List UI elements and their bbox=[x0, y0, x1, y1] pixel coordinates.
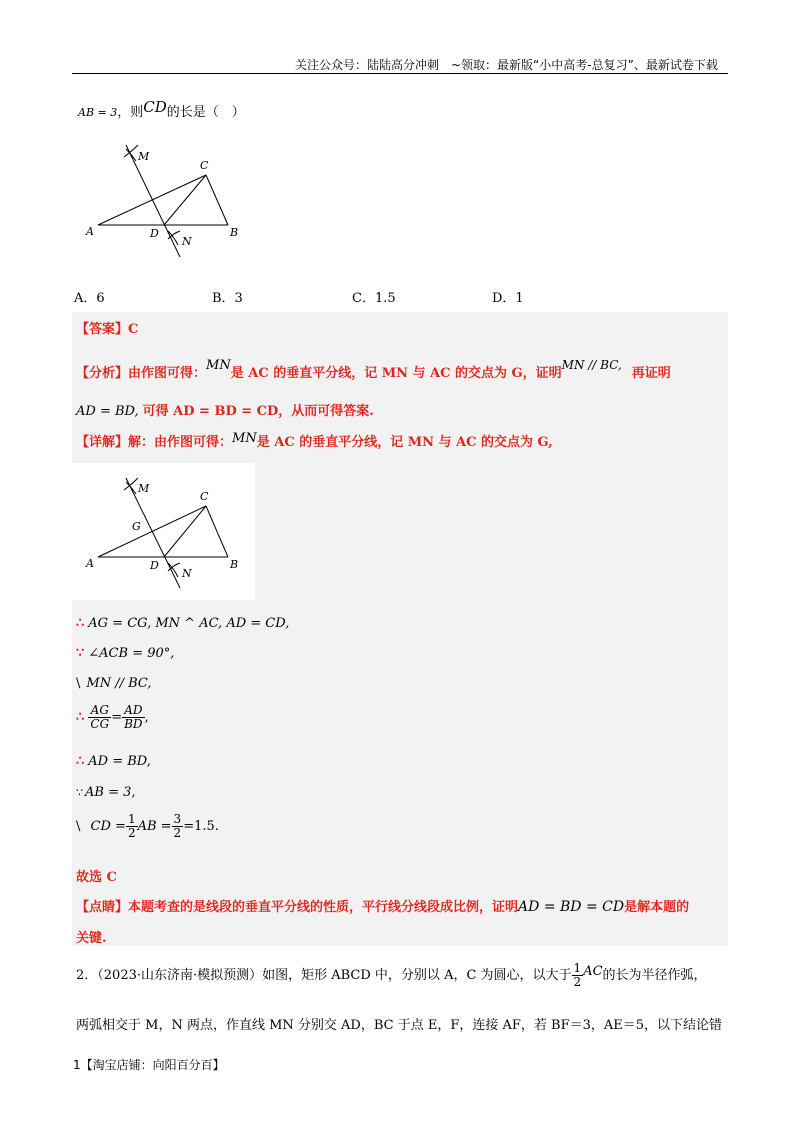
label-n: N bbox=[182, 235, 192, 248]
step-4-equals: = bbox=[111, 710, 123, 725]
step-6-math: AB = 3, bbox=[85, 785, 136, 800]
fraction-one-half bbox=[126, 813, 138, 840]
label-d-2: D bbox=[150, 559, 159, 572]
option-d: D．1 bbox=[492, 291, 524, 306]
stem-end: 的长是（ ） bbox=[166, 105, 245, 120]
geometry-diagram-1 bbox=[80, 135, 255, 270]
comment-math: AD = BD = CD bbox=[518, 899, 625, 915]
step-2-math: ∠ACB = 90°, bbox=[88, 646, 175, 661]
fraction-bd: BD bbox=[124, 717, 143, 731]
question2-fraction bbox=[572, 962, 584, 989]
step-3 bbox=[76, 676, 152, 691]
detail-math-mn: MN bbox=[232, 431, 257, 446]
comment-line-1 bbox=[76, 896, 689, 915]
analysis-text-3: 再证明 bbox=[631, 366, 671, 381]
step-1-symbol: ∴ bbox=[76, 616, 85, 631]
option-b: B．3 bbox=[212, 291, 243, 306]
detail-text-1: 解：由作图可得： bbox=[128, 435, 233, 450]
stem-mid: ，则 bbox=[117, 105, 144, 120]
label-a-2: A bbox=[86, 557, 94, 570]
segment-dc bbox=[164, 175, 206, 225]
analysis-math-parallel: MN // BC, bbox=[561, 358, 622, 372]
segment-cb bbox=[206, 175, 228, 225]
step-7 bbox=[76, 813, 219, 840]
analysis-line-1 bbox=[76, 358, 671, 381]
analysis-text-2: 是 AC 的垂直平分线，记 MN 与 AC 的交点为 G，证明 bbox=[230, 366, 562, 381]
step-4-end: , bbox=[144, 710, 149, 725]
question2-fraction-den: 2 bbox=[573, 975, 582, 989]
stem-math-ab: AB = 3 bbox=[78, 106, 118, 119]
label-c-2: C bbox=[200, 490, 209, 503]
page-header: 关注公众号：陆陆高分冲刺 ~领取：最新版“小中高考-总复习”、最新试卷下载 bbox=[295, 58, 718, 72]
question2-text-1: 2．（2023·山东济南·模拟预测）如图，矩形 ABCD 中，分别以 A，C 为圆心，以大于 bbox=[76, 968, 572, 983]
segment-cb-2 bbox=[206, 506, 228, 557]
analysis-line-2 bbox=[76, 400, 374, 419]
question1-stem bbox=[78, 98, 245, 120]
stem-math-cd: CD bbox=[143, 98, 167, 116]
label-m-2: M bbox=[138, 482, 150, 495]
step-6-symbol: ∵ bbox=[76, 786, 83, 799]
label-n-2: N bbox=[182, 567, 192, 580]
label-d: D bbox=[150, 227, 159, 240]
step-6 bbox=[76, 785, 136, 800]
fraction-ag: AG bbox=[88, 704, 111, 718]
step-5-symbol: ∴ bbox=[76, 754, 85, 769]
fraction-three-half bbox=[172, 813, 184, 840]
option-c: C．1.5 bbox=[352, 291, 396, 306]
option-a: A．6 bbox=[74, 291, 105, 306]
fraction-denominator-2b: 2 bbox=[173, 826, 182, 840]
question2-text-2: 的长为半径作弧， bbox=[602, 968, 707, 983]
step-2 bbox=[76, 646, 174, 661]
conclusion: 故选 C bbox=[76, 870, 117, 885]
step-2-symbol: ∵ bbox=[76, 646, 85, 661]
label-b: B bbox=[230, 226, 239, 239]
analysis-text-1: 由作图可得： bbox=[128, 366, 207, 381]
segment-dc-2 bbox=[164, 506, 206, 557]
step-7-result: =1.5. bbox=[183, 819, 219, 834]
step-5 bbox=[76, 754, 151, 769]
page-footer: 1【淘宝店铺：向阳百分百】 bbox=[73, 1058, 225, 1072]
label-a: A bbox=[86, 225, 94, 238]
fraction-numerator-3: 3 bbox=[173, 812, 182, 826]
detail-text-2: 是 AC 的垂直平分线，记 MN 与 AC 的交点为 G, bbox=[256, 435, 553, 450]
question2-math-ac: AC bbox=[583, 964, 603, 979]
comment-line-2: 关键. bbox=[76, 931, 107, 946]
answer-value: C bbox=[128, 322, 139, 337]
label-b-2: B bbox=[230, 558, 239, 571]
fraction-numerator-1: 1 bbox=[127, 812, 136, 826]
comment-text-2: 是解本题的 bbox=[624, 900, 690, 915]
line-mn bbox=[126, 145, 180, 257]
step-7-symbol: \ bbox=[76, 819, 81, 834]
question2-line-1 bbox=[76, 962, 707, 989]
detail-line bbox=[76, 431, 553, 450]
comment-tag: 【点睛】 bbox=[76, 900, 129, 915]
step-3-math: MN // BC, bbox=[86, 676, 152, 691]
question2-fraction-num: 1 bbox=[573, 961, 582, 975]
analysis-math-adbd: AD = BD, bbox=[76, 404, 139, 419]
answer-line bbox=[76, 318, 138, 337]
label-m: M bbox=[138, 150, 150, 163]
answer-tag: 【答案】 bbox=[76, 322, 129, 337]
analysis-math-mn: MN bbox=[206, 358, 231, 373]
step-4-symbol: ∴ bbox=[76, 710, 85, 725]
step-4 bbox=[76, 704, 149, 731]
label-g-2: G bbox=[132, 520, 141, 533]
step-1 bbox=[76, 616, 289, 631]
step-7-cd: CD = bbox=[90, 819, 126, 834]
step-1-math: AG = CG, MN ^ AC, AD = CD, bbox=[88, 616, 290, 631]
geometry-diagram-2 bbox=[80, 470, 255, 598]
analysis-tag: 【分析】 bbox=[76, 366, 129, 381]
fraction-cg: CG bbox=[90, 717, 110, 731]
analysis-text-4: 可得 AD = BD = CD，从而可得答案. bbox=[142, 404, 374, 419]
label-c: C bbox=[200, 159, 209, 172]
fraction-ag-cg bbox=[88, 704, 111, 731]
detail-tag: 【详解】 bbox=[76, 435, 129, 450]
step-7-ab: AB = bbox=[137, 819, 172, 834]
fraction-ad-bd bbox=[122, 704, 144, 731]
step-3-symbol: \ bbox=[76, 676, 81, 691]
fraction-denominator-2: 2 bbox=[127, 826, 136, 840]
header-rule bbox=[72, 73, 728, 74]
comment-text-1: 本题考查的是线段的垂直平分线的性质，平行线分线段成比例，证明 bbox=[128, 900, 519, 915]
step-5-math: AD = BD, bbox=[88, 754, 151, 769]
question2-line-2: 两弧相交于 M，N 两点，作直线 MN 分别交 AD，BC 于点 E，F，连接 AF，若 BF＝3，AE＝5，以下结论错 bbox=[76, 1018, 723, 1033]
fraction-ad: AD bbox=[122, 704, 144, 718]
